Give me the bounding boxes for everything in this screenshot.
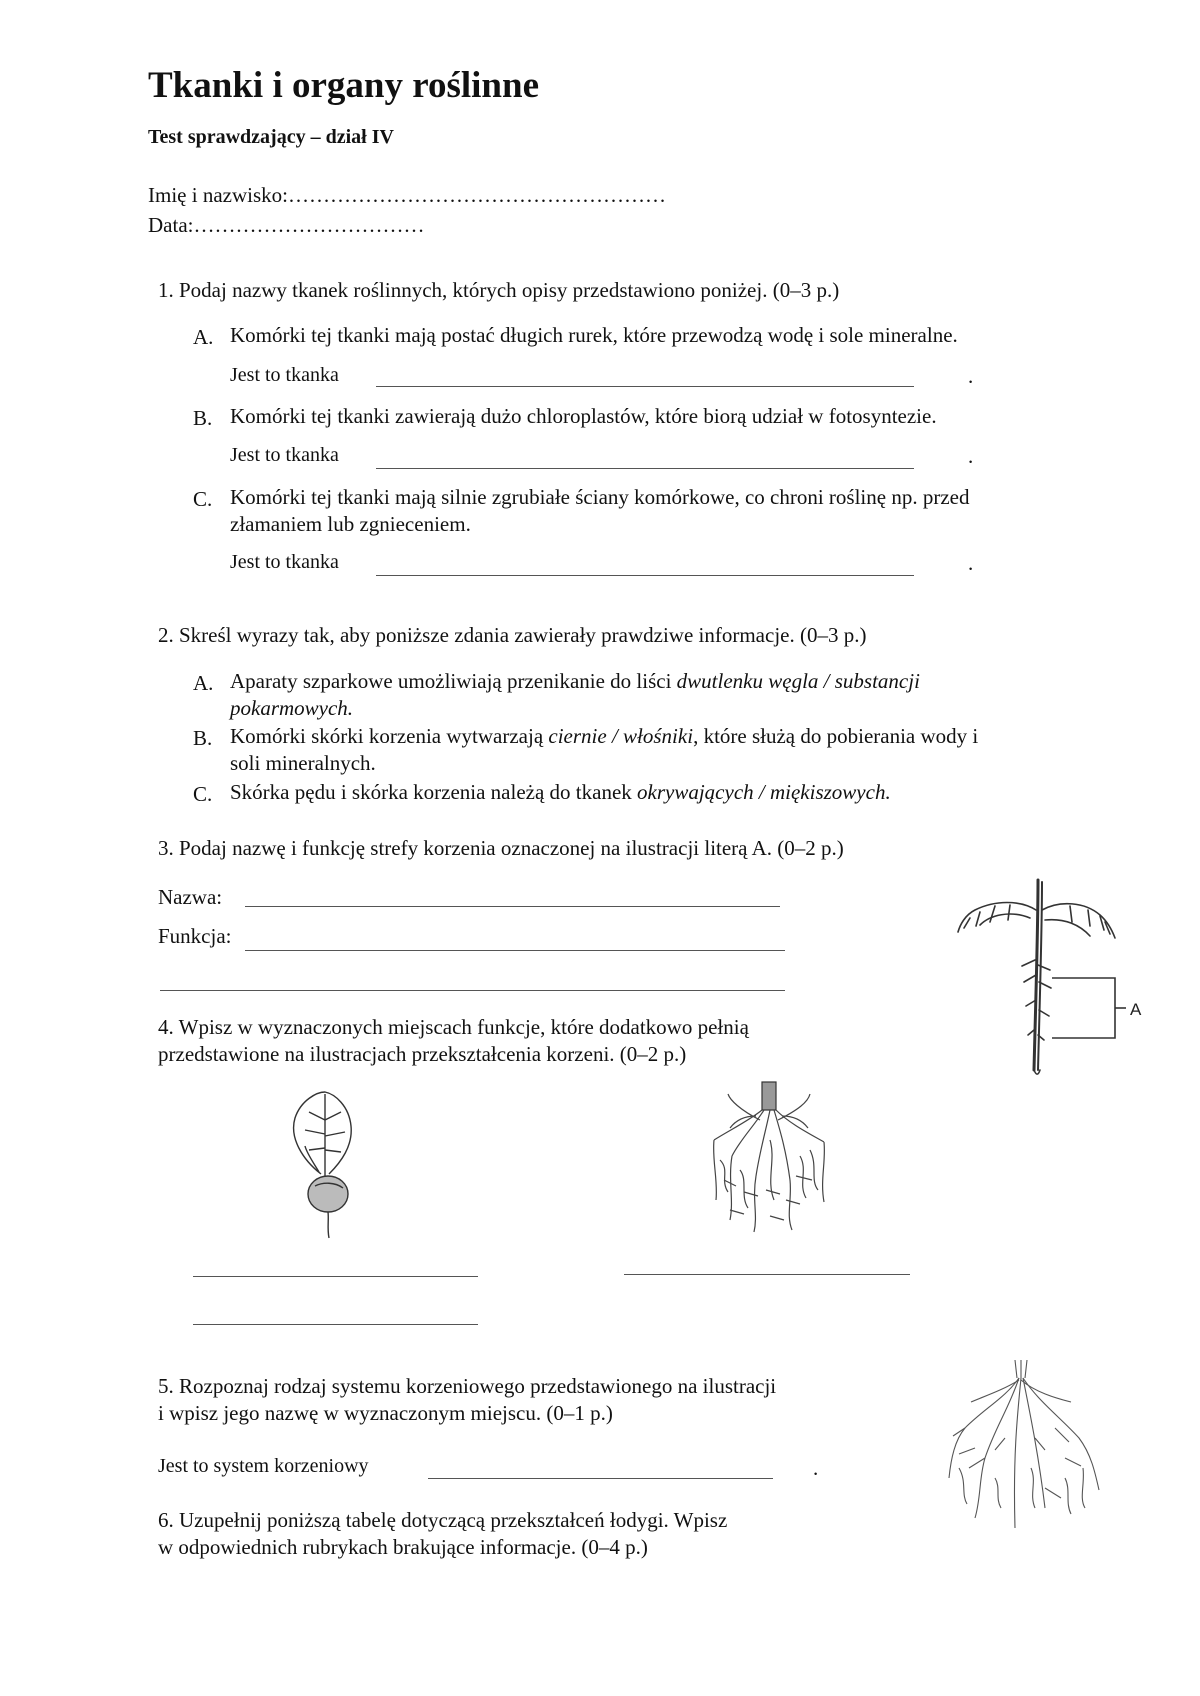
q1-b-dot: . — [968, 444, 974, 468]
page-subtitle: Test sprawdzający – dział IV — [148, 126, 394, 148]
q2-option-c-letter: C. — [193, 782, 213, 806]
q2-a-choice-1[interactable]: dwutlenku węgla / substancji — [676, 669, 920, 693]
q2-a-prefix: Aparaty szparkowe umożliwiają przenikanie do liści — [230, 669, 677, 693]
q3-function-line-2[interactable] — [160, 990, 785, 991]
q1-a-dot: . — [968, 364, 974, 388]
date-field[interactable] — [148, 213, 424, 238]
q2-b-suffix: , które służą do pobierania wody i — [693, 724, 979, 748]
q2-option-a-line1 — [230, 668, 920, 694]
date-label: Data: — [148, 213, 194, 237]
q2-b-prefix: Komórki skórki korzenia wytwarzają — [230, 724, 549, 748]
question-6-line2: w odpowiednich rubrykach brakujące informacje. (0–4 p.) — [158, 1535, 648, 1559]
name-field[interactable] — [148, 183, 666, 208]
q3-name-label: Nazwa: — [158, 885, 223, 909]
question-4-line2: przedstawione na ilustracjach przekształcenia korzeni. (0–2 p.) — [158, 1042, 687, 1066]
q1-a-answer-line[interactable] — [376, 386, 914, 387]
q1-a-answer-label: Jest to tkanka — [230, 364, 339, 386]
q4-beet-answer-line-1[interactable] — [193, 1276, 478, 1277]
date-dots: …………………………… — [193, 213, 425, 237]
page-title: Tkanki i organy roślinne — [148, 65, 540, 106]
q2-option-a-letter: A. — [193, 671, 214, 695]
q2-b-choice[interactable]: ciernie / włośniki — [548, 724, 694, 748]
q1-option-b-letter: B. — [193, 406, 213, 430]
q1-option-c-line2: złamaniem lub zgnieceniem. — [230, 512, 471, 536]
question-4-line1: 4. Wpisz w wyznaczonych miejscach funkcje, które dodatkowo pełnią — [158, 1015, 749, 1039]
q1-option-a-letter: A. — [193, 325, 214, 349]
q2-option-b-line2: soli mineralnych. — [230, 751, 376, 775]
beet-root-illustration — [285, 1090, 365, 1240]
question-5-line2: i wpisz jego nazwę w wyznaczonym miejscu. (0–1 p.) — [158, 1401, 613, 1425]
question-2: 2. Skreśl wyrazy tak, aby poniższe zdania zawierały prawdziwe informacje. (0–3 p.) — [158, 623, 867, 647]
q2-a-choice-2[interactable]: pokarmowych. — [230, 696, 354, 720]
q3-function-line-1[interactable] — [245, 950, 785, 951]
question-3: 3. Podaj nazwę i funkcję strefy korzenia oznaczonej na ilustracji literą A. (0–2 p.) — [158, 836, 844, 860]
q4-beet-answer-line-2[interactable] — [193, 1324, 478, 1325]
q1-option-a-text: Komórki tej tkanki mają postać długich rurek, które przewodzą wodę i sole mineralne. — [230, 323, 958, 347]
question-1: 1. Podaj nazwy tkanek roślinnych, których opisy przedstawiono poniżej. (0–3 p.) — [158, 278, 840, 302]
q5-answer-label: Jest to system korzeniowy — [158, 1455, 369, 1477]
question-6-line1: 6. Uzupełnij poniższą tabelę dotyczącą przekształceń łodygi. Wpisz — [158, 1508, 728, 1532]
q2-option-b-letter: B. — [193, 726, 213, 750]
name-dots: ……………………………………………… — [287, 183, 666, 207]
q1-option-c-line1: Komórki tej tkanki mają silnie zgrubiałe ściany komórkowe, co chroni roślinę np. przed — [230, 485, 970, 509]
q1-c-dot: . — [968, 551, 974, 575]
q1-c-answer-label: Jest to tkanka — [230, 551, 339, 573]
q1-option-b-text: Komórki tej tkanki zawierają dużo chloroplastów, które biorą udział w fotosyntezie. — [230, 404, 937, 428]
q1-b-answer-line[interactable] — [376, 468, 914, 469]
name-label: Imię i nazwisko: — [148, 183, 288, 207]
root-system-illustration — [945, 1358, 1105, 1533]
q2-c-choice[interactable]: okrywających / miękiszowych. — [637, 780, 891, 804]
q1-b-answer-label: Jest to tkanka — [230, 444, 339, 466]
q2-option-b-line1 — [230, 723, 978, 749]
zone-a-label: A — [1130, 1000, 1142, 1019]
q2-c-prefix: Skórka pędu i skórka korzenia należą do tkanek — [230, 780, 638, 804]
q2-option-a-line2 — [230, 695, 353, 721]
q3-name-line[interactable] — [245, 906, 780, 907]
q2-option-c-line1 — [230, 779, 891, 805]
q5-dot: . — [813, 1456, 819, 1480]
question-5-line1: 5. Rozpoznaj rodzaj systemu korzeniowego przedstawionego na ilustracji — [158, 1374, 777, 1398]
q3-function-label: Funkcja: — [158, 924, 232, 948]
q5-answer-line[interactable] — [428, 1478, 773, 1479]
q1-option-c-letter: C. — [193, 487, 213, 511]
q1-c-answer-line[interactable] — [376, 575, 914, 576]
q4-roots-answer-line[interactable] — [624, 1274, 910, 1275]
root-zones-illustration — [950, 870, 1165, 1085]
fibrous-roots-illustration — [700, 1080, 840, 1240]
